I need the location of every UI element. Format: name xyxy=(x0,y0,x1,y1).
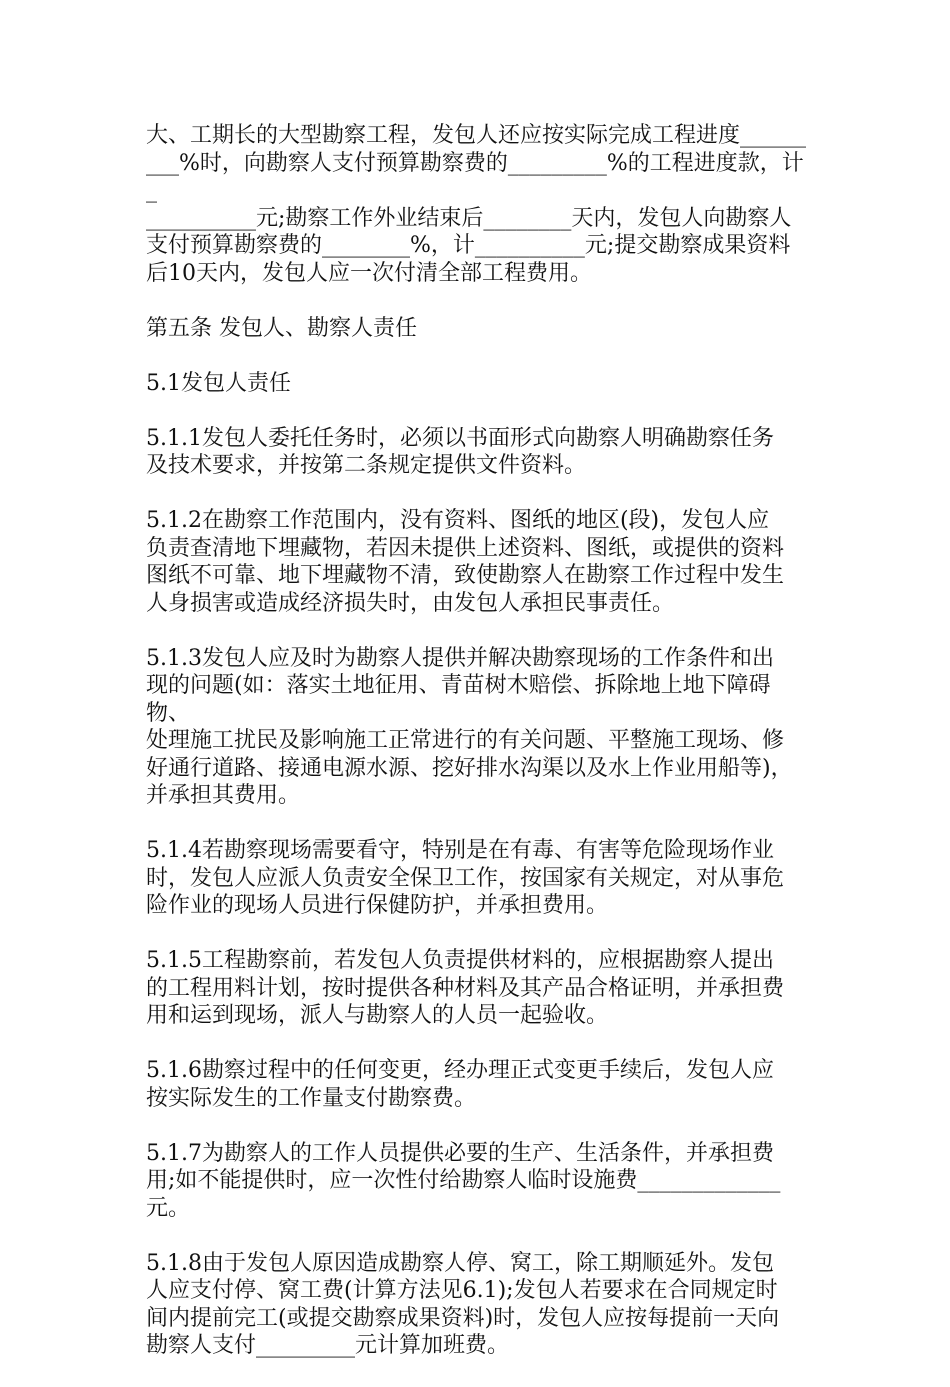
clause-5-1-1: 5.1.1发包人委托任务时，必须以书面形式向勘察人明确勘察任务 及技术要求，并按第二条规定提供文件资料。 xyxy=(146,425,774,478)
clause-5-1-5: 5.1.5工程勘察前，若发包人负责提供材料的，应根据勘察人提出 的工程用料计划，按时提供各种材料及其产品合格证明，并承担费 用和运到现场，派人与勘察人的人员一起验收。 xyxy=(146,948,785,1028)
clause-5-1-2: 5.1.2在勘察工作范围内，没有资料、图纸的地区(段)，发包人应 负责查清地下埋藏物，若因未提供上述资料、图纸，或提供的资料 图纸不可靠、地下埋藏物不清，致使勘察人在勘察工作过程中发生 人身损害或造成经济损失时，由发包人承担民事责任。 xyxy=(146,508,785,616)
clause-5-1-4: 5.1.4若勘察现场需要看守，特别是在有毒、有害等危险现场作业 时，发包人应派人负责安全保卫工作，按国家有关规定，对从事危 险作业的现场人员进行保健防护，并承担费用。 xyxy=(146,838,785,918)
paragraph-progress-payment: 大、工期长的大型勘察工程，发包人还应按实际完成工程进度______ ___%时，向勘察人支付预算勘察费的_________%的工程进度款，计_ __________元;勘察工作外业结束后________天内，发包人向勘察人 支付预算勘察费的________%，计__________元;提交勘察成果资料 后10天内，发包人应一次付清全部工程费用。 xyxy=(146,123,807,286)
document-page xyxy=(146,122,814,1387)
clause-5-1-3: 5.1.3发包人应及时为勘察人提供并解决勘察现场的工作条件和出 现的问题(如：落实土地征用、青苗树木赔偿、拆除地上地下障碍物、 处理施工扰民及影响施工正常进行的有关问题、平整施工现场、修 好通行道路、接通电源水源、挖好排水沟渠以及水上作业用船等)， 并承担其费用。 xyxy=(146,645,793,808)
clause-5-1-6: 5.1.6勘察过程中的任何变更，经办理正式变更手续后，发包人应 按实际发生的工作量支付勘察费。 xyxy=(146,1058,774,1111)
clause-5-1-8: 5.1.8由于发包人原因造成勘察人停、窝工，除工期顺延外。发包 人应支付停、窝工费(计算方法见6.1);发包人若要求在合同规定时 间内提前完工(或提交勘察成果资料)时，发包人应按每提前一天向 勘察人支付_________元计算加班费。 xyxy=(146,1250,780,1358)
clause-5-1-7: 5.1.7为勘察人的工作人员提供必要的生产、生活条件，并承担费 用;如不能提供时，应一次性付给勘察人临时设施费_____________ 元。 xyxy=(146,1140,781,1221)
section-5-1-heading: 5.1发包人责任 xyxy=(146,370,291,396)
article-five-heading: 第五条 发包人、勘察人责任 xyxy=(146,315,417,341)
